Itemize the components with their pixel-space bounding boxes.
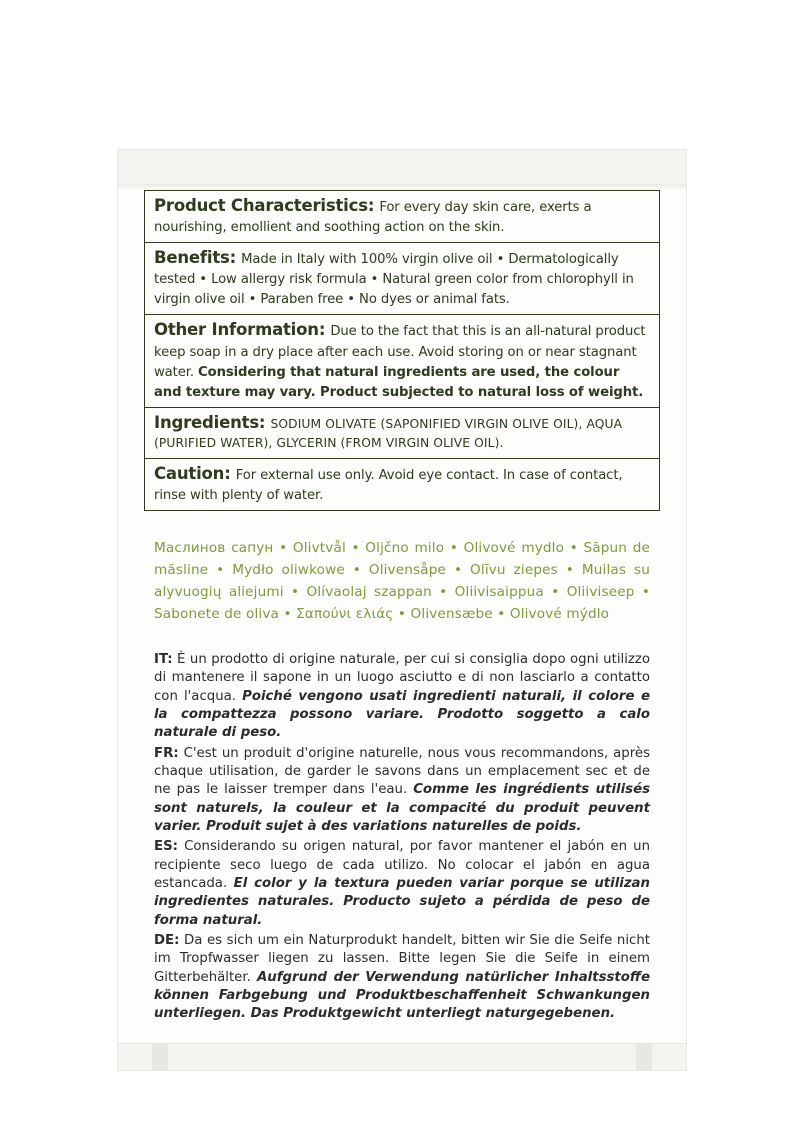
paragraph-es-emphasis: El color y la textura pueden variar porque se utilizan ingredientes naturales. Producto sujeto a pérdida de peso de forma natural.: [154, 875, 650, 928]
paragraph-it-emphasis: Poiché vengono usati ingredienti naturali, il colore e la compattezza possono variare. Prodotto soggetto a calo naturale di peso.: [154, 688, 650, 741]
other-information-body: Due to the fact that this is an all-natural product keep soap in a dry place after each use. Avoid storing on or near stagnant water.: [154, 324, 646, 380]
panel-row-benefits: [145, 243, 659, 315]
box-lid-edge: [118, 150, 686, 185]
ingredients-body: SODIUM OLIVATE (SAPONIFIED VIRGIN OLIVE OIL), AQUA (PURIFIED WATER), GLYCERIN (FROM VIRGIN OLIVE OIL).: [154, 416, 623, 451]
product-characteristics-body: For every day skin care, exerts a nourishing, emollient and soothing action on the skin.: [154, 200, 592, 236]
benefits-body: Made in Italy with 100% virgin olive oil • Dermatologically tested • Low allergy risk formula • Natural green color from chlorophyll in virgin olive oil • Paraben free • No dyes or animal fats.: [154, 252, 634, 308]
benefits-heading: Benefits:: [154, 248, 237, 268]
paragraph-es: [154, 838, 650, 930]
language-code-it: IT:: [154, 651, 173, 667]
multilingual-care-instructions: [144, 651, 660, 1024]
box-bottom-notch-left: [152, 1044, 168, 1070]
paragraph-fr-text: C'est un produit d'origine naturelle, nous vous recommandons, après chaque utilisation, de garder le savons dans un emplacement sec et de ne pas le laisser tremper dans l'eau.: [154, 745, 650, 798]
paragraph-de-text: Da es sich um ein Naturprodukt handelt, bitten wir Sie die Seife nicht im Tropfwasser liegen zu lassen. Bitte legen Sie die Seife in einem Gitterbehälter.: [154, 932, 650, 985]
panel-row-other-information: [145, 315, 659, 407]
caution-body: For external use only. Avoid eye contact. In case of contact, rinse with plenty of water.: [154, 467, 623, 503]
paragraph-it: [154, 651, 650, 743]
panel-row-product-characteristics: [145, 191, 659, 243]
information-panel: [144, 190, 660, 511]
panel-row-ingredients: [145, 408, 659, 459]
language-code-fr: FR:: [154, 745, 179, 761]
paragraph-de: [154, 932, 650, 1024]
paragraph-fr: [154, 745, 650, 837]
soap-box-back-panel: [118, 150, 686, 1070]
panel-row-caution: [145, 459, 659, 510]
language-code-es: ES:: [154, 839, 178, 855]
package-content: [118, 190, 686, 1044]
multilingual-product-names: Маслинов сапун • Olivtvål • Oljčno milo • Olivové mydlo • Săpun de măsline • Mydło oliwkowe • Olivensåpe • Olīvu ziepes • Muilas su alyvuogių aliejumi • Olívaolaj szappan • Oliivisaippua • Oliiviseep • Sabonete de oliva • Σαπούνι ελιάς • Olivensæbe • Olivové mýdlo: [154, 539, 650, 622]
box-bottom-edge: [118, 1043, 686, 1070]
paragraph-es-text: Considerando su origen natural, por favor mantener el jabón en un recipiente seco luego de cada utilizo. No colocar el jabón en agua estancada.: [154, 839, 650, 891]
ingredients-heading: Ingredients:: [154, 412, 266, 432]
box-bottom-notch-right: [636, 1044, 652, 1070]
other-information-heading: Other Information:: [154, 320, 326, 340]
language-code-de: DE:: [154, 932, 180, 948]
caution-heading: Caution:: [154, 463, 231, 483]
paragraph-fr-emphasis: Comme les ingrédients utilisés sont naturels, la couleur et la compacité du produit peuvent varier. Produit sujet à des variations naturelles de poids.: [154, 782, 650, 834]
product-characteristics-heading: Product Characteristics:: [154, 196, 375, 215]
paragraph-de-emphasis: Aufgrund der Verwendung natürlicher Inhaltsstoffe können Farbgebung und Produktbeschaffenheit Schwankungen unterliegen. Das Produktgewicht unterliegt naturgegebenen.: [154, 969, 650, 1022]
paragraph-it-text: È un prodotto di origine naturale, per cui si consiglia dopo ogni utilizzo di mantenere il sapone in un luogo asciutto e di non lasciarlo a contatto con l'acqua.: [154, 651, 650, 704]
other-information-body-emphasis: Considering that natural ingredients are used, the colour and texture may vary. Product subjected to natural loss of weight.: [154, 364, 644, 400]
